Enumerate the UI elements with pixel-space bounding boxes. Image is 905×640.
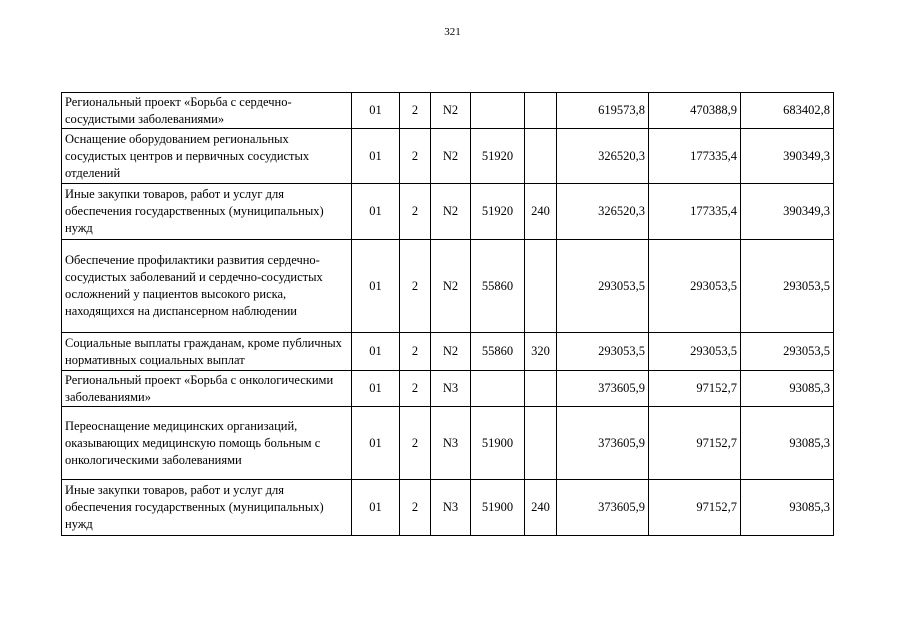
row-name: Региональный проект «Борьба с онкологическими заболеваниями»: [62, 371, 352, 407]
subsection-code: 2: [400, 407, 431, 480]
section-code: 01: [352, 240, 400, 333]
amount-year-1: 293053,5: [557, 240, 649, 333]
amount-year-1: 293053,5: [557, 333, 649, 371]
amount-year-3: 93085,3: [741, 480, 834, 536]
row-name: Региональный проект «Борьба с сердечно-сосудистыми заболеваниями»: [62, 93, 352, 129]
expense-type: [525, 407, 557, 480]
amount-year-2: 293053,5: [649, 333, 741, 371]
target-article-project: N2: [431, 129, 471, 184]
row-name: Переоснащение медицинских организаций, оказывающих медицинскую помощь больным с онкологическими заболеваниями: [62, 407, 352, 480]
page-number: 321: [444, 26, 461, 38]
target-article-project: N3: [431, 371, 471, 407]
target-article-direction: 51900: [471, 480, 525, 536]
amount-year-3: 93085,3: [741, 407, 834, 480]
row-name: Социальные выплаты гражданам, кроме публичных нормативных социальных выплат: [62, 333, 352, 371]
amount-year-3: 390349,3: [741, 184, 834, 240]
expense-type: [525, 93, 557, 129]
subsection-code: 2: [400, 93, 431, 129]
amount-year-2: 97152,7: [649, 407, 741, 480]
row-name: Оснащение оборудованием региональных сосудистых центров и первичных сосудистых отделений: [62, 129, 352, 184]
expense-type: 320: [525, 333, 557, 371]
target-article-project: N2: [431, 93, 471, 129]
budget-table: [61, 92, 834, 536]
amount-year-3: 293053,5: [741, 240, 834, 333]
target-article-direction: 55860: [471, 240, 525, 333]
amount-year-1: 373605,9: [557, 480, 649, 536]
expense-type: [525, 240, 557, 333]
amount-year-3: 390349,3: [741, 129, 834, 184]
amount-year-2: 177335,4: [649, 184, 741, 240]
table-row: [62, 129, 834, 184]
amount-year-1: 373605,9: [557, 371, 649, 407]
amount-year-3: 293053,5: [741, 333, 834, 371]
section-code: 01: [352, 371, 400, 407]
amount-year-3: 93085,3: [741, 371, 834, 407]
amount-year-2: 470388,9: [649, 93, 741, 129]
target-article-direction: 51920: [471, 129, 525, 184]
table-row: [62, 240, 834, 333]
target-article-project: N3: [431, 407, 471, 480]
expense-type: [525, 129, 557, 184]
table-row: [62, 480, 834, 536]
amount-year-2: 97152,7: [649, 371, 741, 407]
amount-year-1: 326520,3: [557, 129, 649, 184]
subsection-code: 2: [400, 333, 431, 371]
amount-year-1: 326520,3: [557, 184, 649, 240]
section-code: 01: [352, 480, 400, 536]
subsection-code: 2: [400, 480, 431, 536]
subsection-code: 2: [400, 129, 431, 184]
amount-year-2: 293053,5: [649, 240, 741, 333]
target-article-direction: [471, 93, 525, 129]
row-name: Обеспечение профилактики развития сердечно-сосудистых заболеваний и сердечно-сосудистых осложнений у пациентов высокого риска, находящихся на диспансерном наблюдении: [62, 240, 352, 333]
subsection-code: 2: [400, 184, 431, 240]
amount-year-2: 177335,4: [649, 129, 741, 184]
table-row: [62, 407, 834, 480]
expense-type: 240: [525, 184, 557, 240]
section-code: 01: [352, 333, 400, 371]
target-article-direction: [471, 371, 525, 407]
subsection-code: 2: [400, 371, 431, 407]
section-code: 01: [352, 407, 400, 480]
section-code: 01: [352, 184, 400, 240]
table-row: [62, 371, 834, 407]
amount-year-3: 683402,8: [741, 93, 834, 129]
amount-year-1: 619573,8: [557, 93, 649, 129]
section-code: 01: [352, 129, 400, 184]
target-article-project: N2: [431, 333, 471, 371]
amount-year-1: 373605,9: [557, 407, 649, 480]
row-name: Иные закупки товаров, работ и услуг для обеспечения государственных (муниципальных) нужд: [62, 480, 352, 536]
subsection-code: 2: [400, 240, 431, 333]
table-row: [62, 333, 834, 371]
table-row: [62, 93, 834, 129]
table-row: [62, 184, 834, 240]
row-name: Иные закупки товаров, работ и услуг для обеспечения государственных (муниципальных) нужд: [62, 184, 352, 240]
section-code: 01: [352, 93, 400, 129]
target-article-project: N2: [431, 184, 471, 240]
target-article-project: N3: [431, 480, 471, 536]
expense-type: [525, 371, 557, 407]
target-article-direction: 51920: [471, 184, 525, 240]
target-article-direction: 55860: [471, 333, 525, 371]
target-article-project: N2: [431, 240, 471, 333]
expense-type: 240: [525, 480, 557, 536]
amount-year-2: 97152,7: [649, 480, 741, 536]
target-article-direction: 51900: [471, 407, 525, 480]
